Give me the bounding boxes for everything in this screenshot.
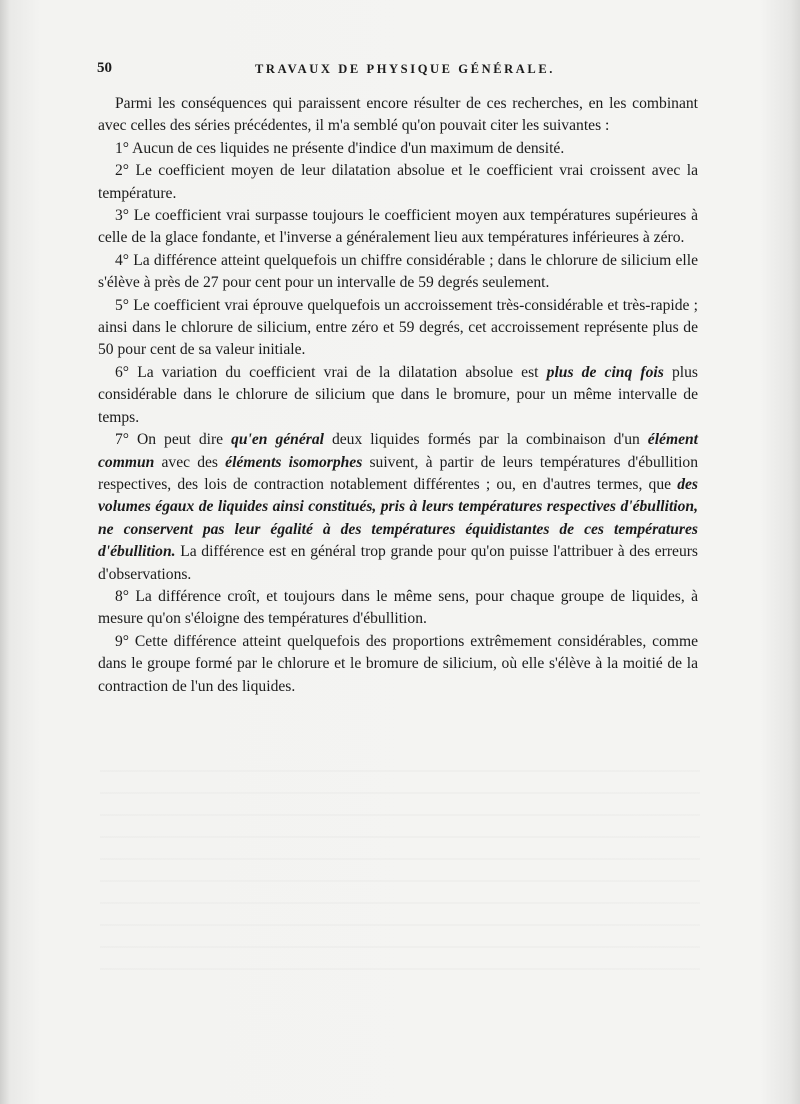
paragraph-7 <box>98 429 698 586</box>
paragraph-7-text-c: avec des <box>154 453 226 471</box>
paragraph-6-text-b: plus considérable dans le chlorure de silicium que dans le bromure, pour un même intervalle de temps. <box>98 363 698 426</box>
paragraph-6-emphasis: plus de cinq fois <box>546 363 664 381</box>
paragraph-4: 4° La différence atteint quelquefois un chiffre considérable ; dans le chlorure de silicium elle s'élève à près de 27 pour cent pour un intervalle de 59 degrés seulement. <box>98 251 698 292</box>
paragraph-3: 3° Le coefficient vrai surpasse toujours le coefficient moyen aux températures supérieures à celle de la glace fondante, et l'inverse a généralement lieu aux températures inférieures à zéro. <box>98 207 698 247</box>
paragraph-7-emphasis-4: des volumes égaux de liquides ainsi constitués, pris à leurs températures respectives d'ébullition, ne conservent pas leur égalité à des températures équidistantes de ces températures d'ébullition. <box>98 475 698 561</box>
paragraph-7-emphasis-1: qu'en général <box>231 431 324 449</box>
paragraph-7-emphasis-2: élément commun <box>98 431 699 471</box>
paragraph-7-text-e: La différence est en général trop grande pour qu'on puisse l'attribuer à des erreurs d'observations. <box>98 543 698 583</box>
paragraph-2: 2° Le coefficient moyen de leur dilatation absolue et le coefficient vrai croissent avec la température. <box>98 162 698 202</box>
paragraph-intro: Parmi les conséquences qui paraissent encore résulter de ces recherches, en les combinant avec celles des séries précédentes, il m'a semblé qu'on pouvait citer les suivantes : <box>98 95 698 135</box>
paragraph-7-text-b: deux liquides formés par la combinaison d'un <box>323 431 648 449</box>
running-title: TRAVAUX DE PHYSIQUE GÉNÉRALE. <box>255 62 555 76</box>
paragraph-7-text-d: suivent, à partir de leurs températures d'ébullition respectives, des lois de contraction notablement différentes ; ou, en d'autres termes, que <box>98 453 699 493</box>
paragraph-8: 8° La différence croît, et toujours dans le même sens, pour chaque groupe de liquides, à mesure qu'on s'éloigne des températures d'ébullition. <box>98 587 698 628</box>
paragraph-5: 5° Le coefficient vrai éprouve quelquefois un accroissement très-considérable et très-rapide ; ainsi dans le chlorure de silicium, entre zéro et 59 degrés, cet accroissement représente plus de 50 pour cent de sa valeur initiale. <box>98 296 698 359</box>
paragraph-7-text-a: 7° On peut dire <box>115 431 232 449</box>
paragraph-6 <box>98 362 698 429</box>
body-text <box>98 93 698 698</box>
page-number: 50 <box>97 60 112 76</box>
paragraph-9: 9° Cette différence atteint quelquefois des proportions extrêmement considérables, comme dans le groupe formé par le chlorure et le bromure de silicium, où elle s'élève à la moitié de la contraction de l'un des liquides. <box>98 632 698 695</box>
page-header <box>97 60 697 82</box>
bleed-through-texture <box>100 770 700 970</box>
paragraph-7-emphasis-3: éléments isomorphes <box>225 453 363 471</box>
paragraph-6-text-a: 6° La variation du coefficient vrai de la dilatation absolue est <box>115 363 547 381</box>
paragraph-1: 1° Aucun de ces liquides ne présente d'indice d'un maximum de densité. <box>115 139 565 157</box>
